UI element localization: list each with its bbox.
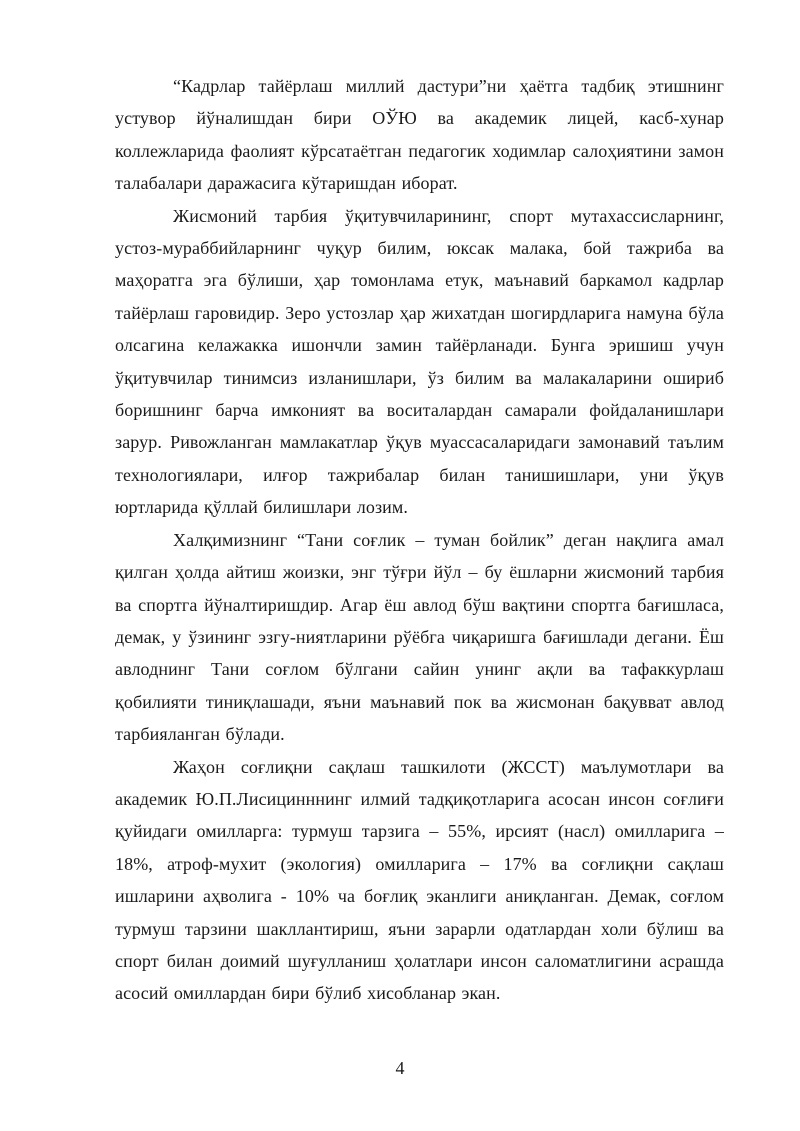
paragraph-1: “Кадрлар тайёрлаш миллий дастури”ни ҳаётга тадбиқ этишнинг устувор йўналишдан бири ОЎЮ ва академик лицей, касб-хунар коллежларида фаолият кўрсатаётган педагогик ходимлар салоҳиятини замон талабалари даражасига кўтаришдан иборат. bbox=[115, 76, 724, 194]
paragraph-4: Жаҳон соғлиқни сақлаш ташкилоти (ЖССТ) маълумотлари ва академик Ю.П.Лисицинннинг илмий тадқиқотларига асосан инсон соғлиғи қуйидаги омилларга: турмуш тарзига – 55%, ирсият (насл) омилларига – 18%, атроф-мухит (экология) омилларига – 17% ва соғлиқни сақлаш ишларини аҳволига - 10% ча боғлиқ эканлиги аниқланган. Демак, соғлом турмуш тарзини шакллантириш, яъни зарарли одатлардан холи бўлиш ва спорт билан доимий шуғулланиш ҳолатлари инсон саломатлигини асрашда асосий омиллардан бири бўлиб хисобланар экан. bbox=[115, 756, 724, 1004]
page-number: 4 bbox=[395, 1058, 405, 1078]
paragraph-2: Жисмоний тарбия ўқитувчиларининг, спорт мутахассисларнинг, устоз-мураббийларнинг чуқур билим, юксак малака, бой тажриба ва маҳоратга эга бўлиши, ҳар томонлама етук, маънавий баркамол кадрлар тайёрлаш гаровидир. Зеро устозлар ҳар жихатдан шогирдларига намуна бўла олсагина келажакка ишончли замин тайёрланади. Бунга эришиш учун ўқитувчилар тинимсиз изланишлари, ўз билим ва малакаларини ошириб боришнинг барча имконият ва воситалардан самарали фойдаланишлари зарур. Ривожланган мамлакатлар ўқув муассасаларидаги замонавий таълим технологиялари, илғор тажрибалар билан танишишлари, уни ўқув юртларида қўллай билишлари лозим. bbox=[115, 205, 724, 518]
document-body bbox=[115, 70, 724, 1010]
paragraph-3: Халқимизнинг “Тани соғлик – туман бойлик” деган нақлига амал қилган ҳолда айтиш жоизки, энг тўғри йўл – бу ёшларни жисмоний тарбия ва спортга йўналтиришдир. Агар ёш авлод бўш вақтини спортга бағишласа, демак, у ўзининг эзгу-ниятларини рўёбга чиқаришга бағишлади дегани. Ёш авлоднинг Тани соғлом бўлгани сайин унинг ақли ва тафаккурлаш қобилияти тиниқлашади, яъни маънавий пок ва жисмонан бақувват авлод тарбияланган бўлади. bbox=[115, 529, 724, 745]
